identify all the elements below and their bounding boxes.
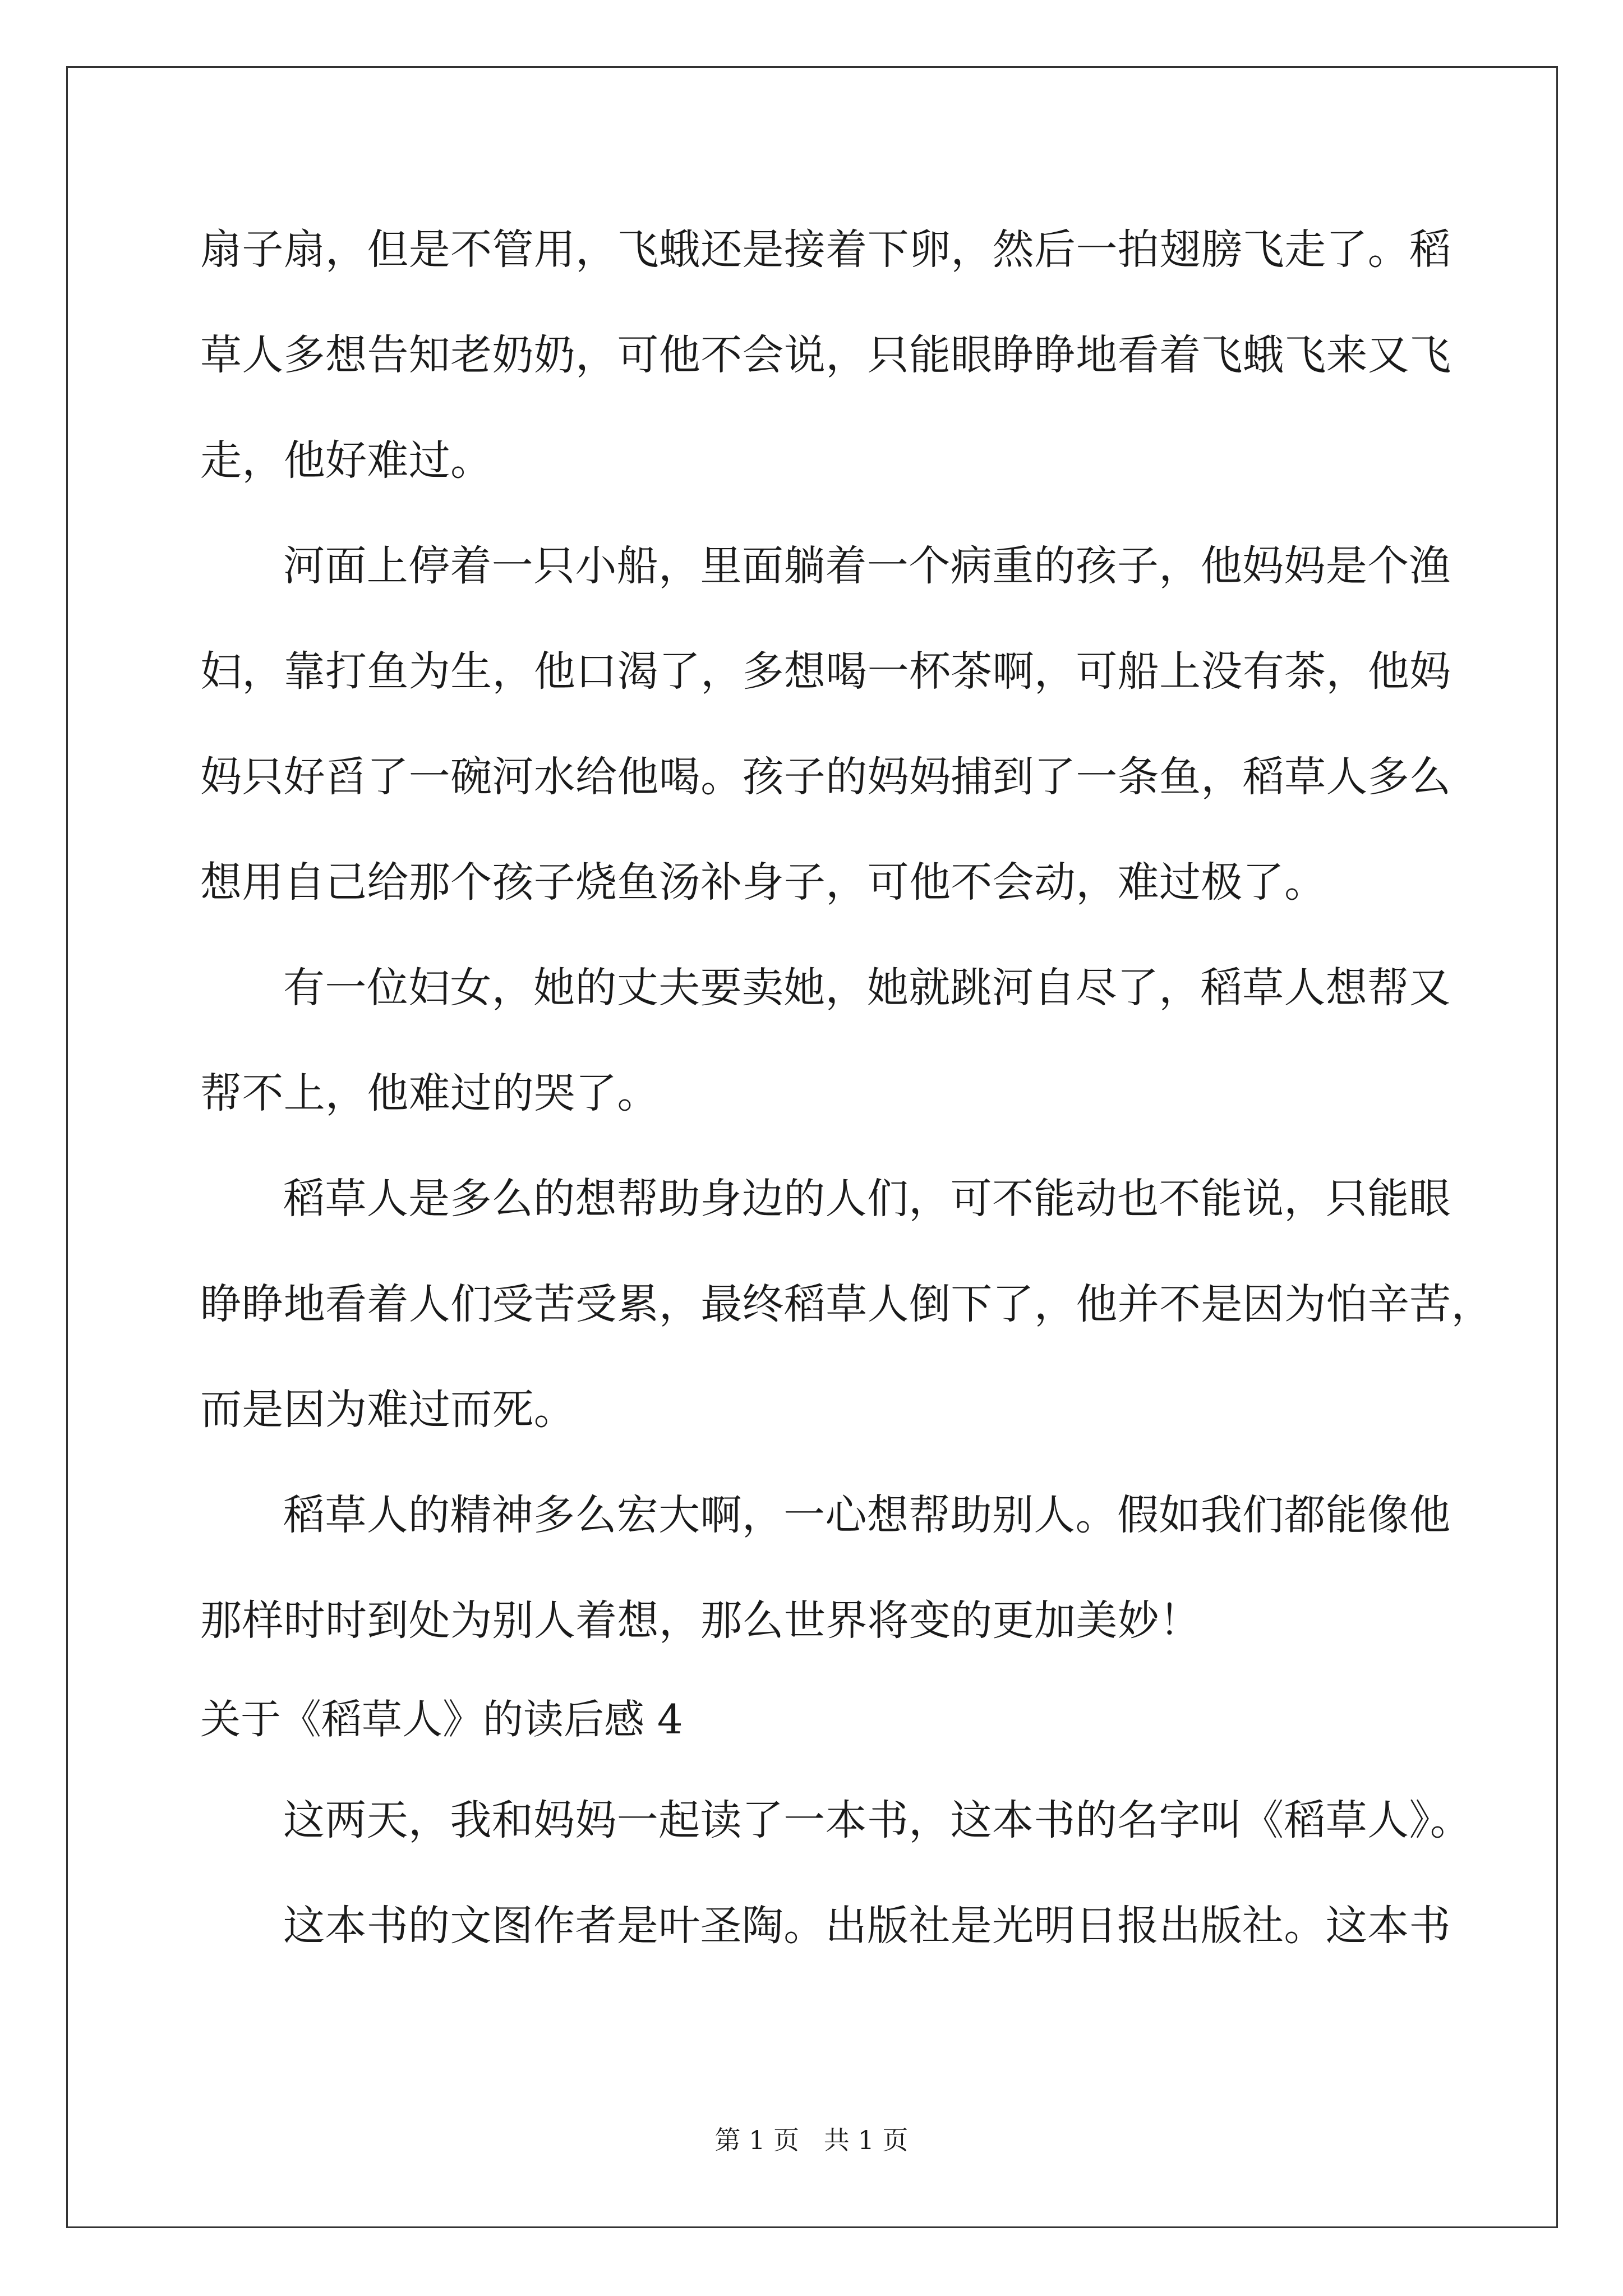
text-line: 那样时时到处为别人着想，那么世界将变的更加美妙！ bbox=[200, 1596, 1201, 1645]
text-line: 走，他好难过。 bbox=[200, 436, 492, 485]
text-line: 帮不上，他难过的哭了。 bbox=[200, 1069, 659, 1117]
page-footer: 第 1 页 共 1 页 bbox=[714, 2125, 909, 2155]
text-line: 而是因为难过而死。 bbox=[200, 1386, 576, 1434]
text-line: 妇，靠打鱼为生，他口渴了，多想喝一杯茶啊，可船上没有茶，他妈 bbox=[200, 647, 1451, 696]
section-heading: 关于《稻草人》的读后感 4 bbox=[200, 1696, 683, 1743]
paragraph-start: 这本书的文图作者是叶圣陶。出版社是光明日报出版社。这本书 bbox=[283, 1902, 1451, 1950]
paragraph-start: 有一位妇女，她的丈夫要卖她，她就跳河自尽了，稻草人想帮又 bbox=[283, 964, 1451, 1012]
text-line: 妈只好舀了一碗河水给他喝。孩子的妈妈捕到了一条鱼，稻草人多么 bbox=[200, 753, 1451, 801]
text-line: 扇子扇，但是不管用，飞蛾还是接着下卵，然后一拍翅膀飞走了。稻 bbox=[200, 226, 1451, 274]
paragraph-start: 稻草人的精神多么宏大啊，一心想帮助别人。假如我们都能像他 bbox=[283, 1491, 1451, 1539]
paragraph-start: 这两天，我和妈妈一起读了一本书，这本书的名字叫《稻草人》。 bbox=[283, 1796, 1472, 1844]
text-line: 睁睁地看着人们受苦受累，最终稻草人倒下了，他并不是因为怕辛苦， bbox=[200, 1280, 1493, 1328]
text-line: 想用自己给那个孩子烧鱼汤补身子，可他不会动，难过极了。 bbox=[200, 858, 1326, 907]
text-line: 草人多想告知老奶奶，可他不会说，只能眼睁睁地看着飞蛾飞来又飞 bbox=[200, 331, 1451, 379]
paragraph-start: 河面上停着一只小船，里面躺着一个病重的孩子，他妈妈是个渔 bbox=[283, 542, 1451, 590]
paragraph-start: 稻草人是多么的想帮助身边的人们，可不能动也不能说，只能眼 bbox=[283, 1175, 1451, 1223]
